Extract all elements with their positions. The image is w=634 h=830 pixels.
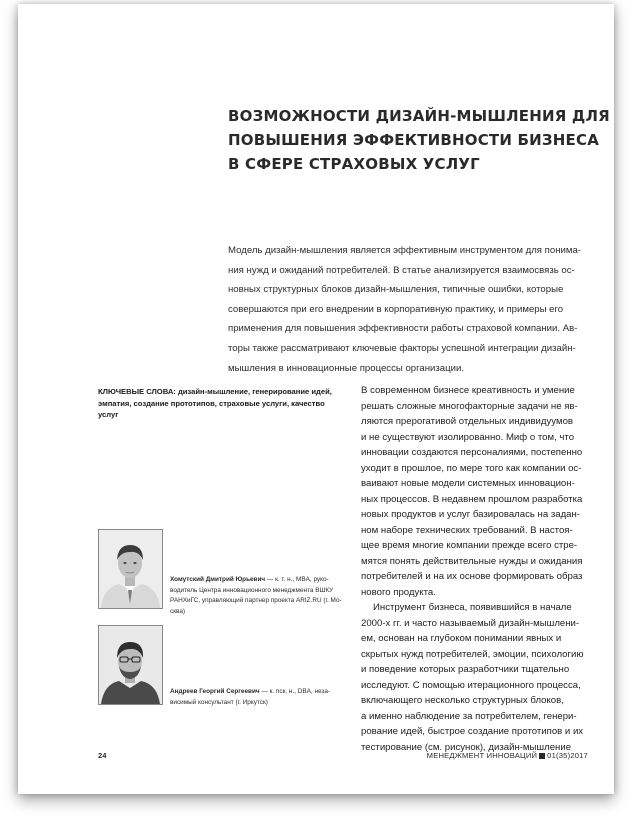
- journal-issue: 01(35)2017: [547, 751, 588, 760]
- square-bullet-icon: [539, 753, 545, 759]
- article-abstract: [228, 241, 610, 378]
- abstract-line: применения для повышения эффективности работы страховой компании. Ав-: [228, 323, 578, 335]
- body-line: ляются прерогативой отдельных индивидуумов: [361, 416, 574, 427]
- body-line: решать сложные многофакторные задачи не яв-: [361, 400, 578, 412]
- author-bio-line: РАНХиГС, управляющий партнер проекта ARIZ.RU (г. Мо-: [170, 597, 342, 604]
- author-bio-line: водитель Центра инновационного менеджмента ВШКУ: [170, 586, 334, 594]
- abstract-line: совершаются при его внедрении в корпоративную практику, и примеры его: [228, 303, 564, 315]
- author-bio-line: Хомутский Дмитрий Юрьевич — к. т. н., MBA, руко-: [170, 576, 329, 583]
- keywords-line: КЛЮЧЕВЫЕ СЛОВА: дизайн-мышление, генерирование идей,: [98, 387, 332, 396]
- author-photo-khomutsky: [98, 529, 163, 609]
- body-line: щее время многие компании прежде всего стре-: [361, 540, 578, 551]
- body-line: нового продукта.: [361, 586, 436, 598]
- keywords-line: эмпатия, создание прототипов, страховые услуги, качество: [98, 398, 325, 408]
- author-portrait-icon: [99, 530, 162, 608]
- author-portrait-icon: [99, 626, 162, 704]
- body-line: Инструмент бизнеса, появившийся в начале: [373, 602, 572, 613]
- body-line: ем, основан на глубоком понимании явных и: [361, 633, 562, 644]
- body-line: новых продуктов и услуг базировалась на задан-: [361, 509, 581, 520]
- body-line: тестирование (см. рисунок), дизайн-мышление: [361, 741, 572, 753]
- body-line: и не существуют изолированно. Миф о том, что: [361, 431, 575, 443]
- author-bio-line: висимый консультант (г. Иркутск): [170, 698, 268, 706]
- author-bio-khomutsky: [170, 575, 350, 617]
- journal-footer: [427, 751, 588, 760]
- abstract-line: Модель дизайн-мышления является эффективным инструментом для понима-: [228, 245, 581, 256]
- title-line: ВОЗМОЖНОСТИ ДИЗАЙН-МЫШЛЕНИЯ ДЛЯ: [228, 107, 610, 125]
- body-line: уходит в прошлое, по мере того как компании ос-: [361, 462, 582, 474]
- abstract-line: мышления в инновационные процессы организации.: [228, 362, 465, 374]
- author-name: Хомутский Дмитрий Юрьевич: [170, 576, 266, 583]
- page-number: 24: [98, 751, 107, 760]
- abstract-line: новных структурных блоков дизайн-мышления, типичные ошибки, которые: [228, 284, 564, 296]
- article-title: [228, 104, 618, 176]
- body-line: 2000-х гг. и часто называемый дизайн-мышлени-: [361, 617, 580, 629]
- journal-page: [18, 4, 614, 794]
- author-name: Андреев Георгий Сергеевич: [170, 688, 260, 695]
- title-line: В СФЕРЕ СТРАХОВЫХ УСЛУГ: [228, 155, 480, 173]
- journal-name: МЕНЕДЖМЕНТ ИННОВАЦИЙ: [426, 751, 538, 760]
- body-line: ном наборе технических требований. В настоя-: [361, 524, 573, 536]
- author-bio-line: сква): [170, 607, 185, 615]
- article-body: [361, 383, 611, 755]
- body-line: и поведение которых разработчики тщательно: [361, 664, 570, 675]
- author-bio-andreev: [170, 687, 350, 708]
- body-line: мятся понять действительные нужды и ожидания: [361, 555, 583, 567]
- body-line: потребителей и на их основе формировать образ: [361, 571, 583, 582]
- abstract-line: ния нужд и ожиданий потребителей. В статье анализируется взаимосвязь ос-: [228, 264, 575, 276]
- author-bio-line: Андреев Георгий Сергеевич — к. пск. н., DBA, неза-: [170, 688, 331, 695]
- body-line: исследуют. С помощью итерационного процесса,: [361, 679, 581, 691]
- keywords-line: услуг: [98, 410, 119, 419]
- keywords-block: [98, 386, 348, 421]
- body-line: В современном бизнесе креативность и умение: [361, 385, 575, 396]
- body-line: ваивают новые модели системных инновацион-: [361, 478, 575, 489]
- abstract-line: торы также рассматривают ключевые факторы успешной интеграции дизайн-: [228, 342, 576, 354]
- author-photo-andreev: [98, 625, 163, 705]
- body-line: скрытых нужд потребителей, эмоции, психологию: [361, 648, 584, 660]
- body-line: рование идей, быстрое создание прототипов и их: [361, 726, 584, 737]
- body-line: ных процессов. В недавнем прошлом разработка: [361, 493, 583, 505]
- body-line: а именно наблюдение за потребителем, генери-: [361, 710, 577, 722]
- body-line: включающего несколько структурных блоков,: [361, 695, 564, 706]
- body-line: инновации создаются персоналиями, постепенно: [361, 447, 583, 458]
- title-line: ПОВЫШЕНИЯ ЭФФЕКТИВНОСТИ БИЗНЕСА: [228, 131, 600, 149]
